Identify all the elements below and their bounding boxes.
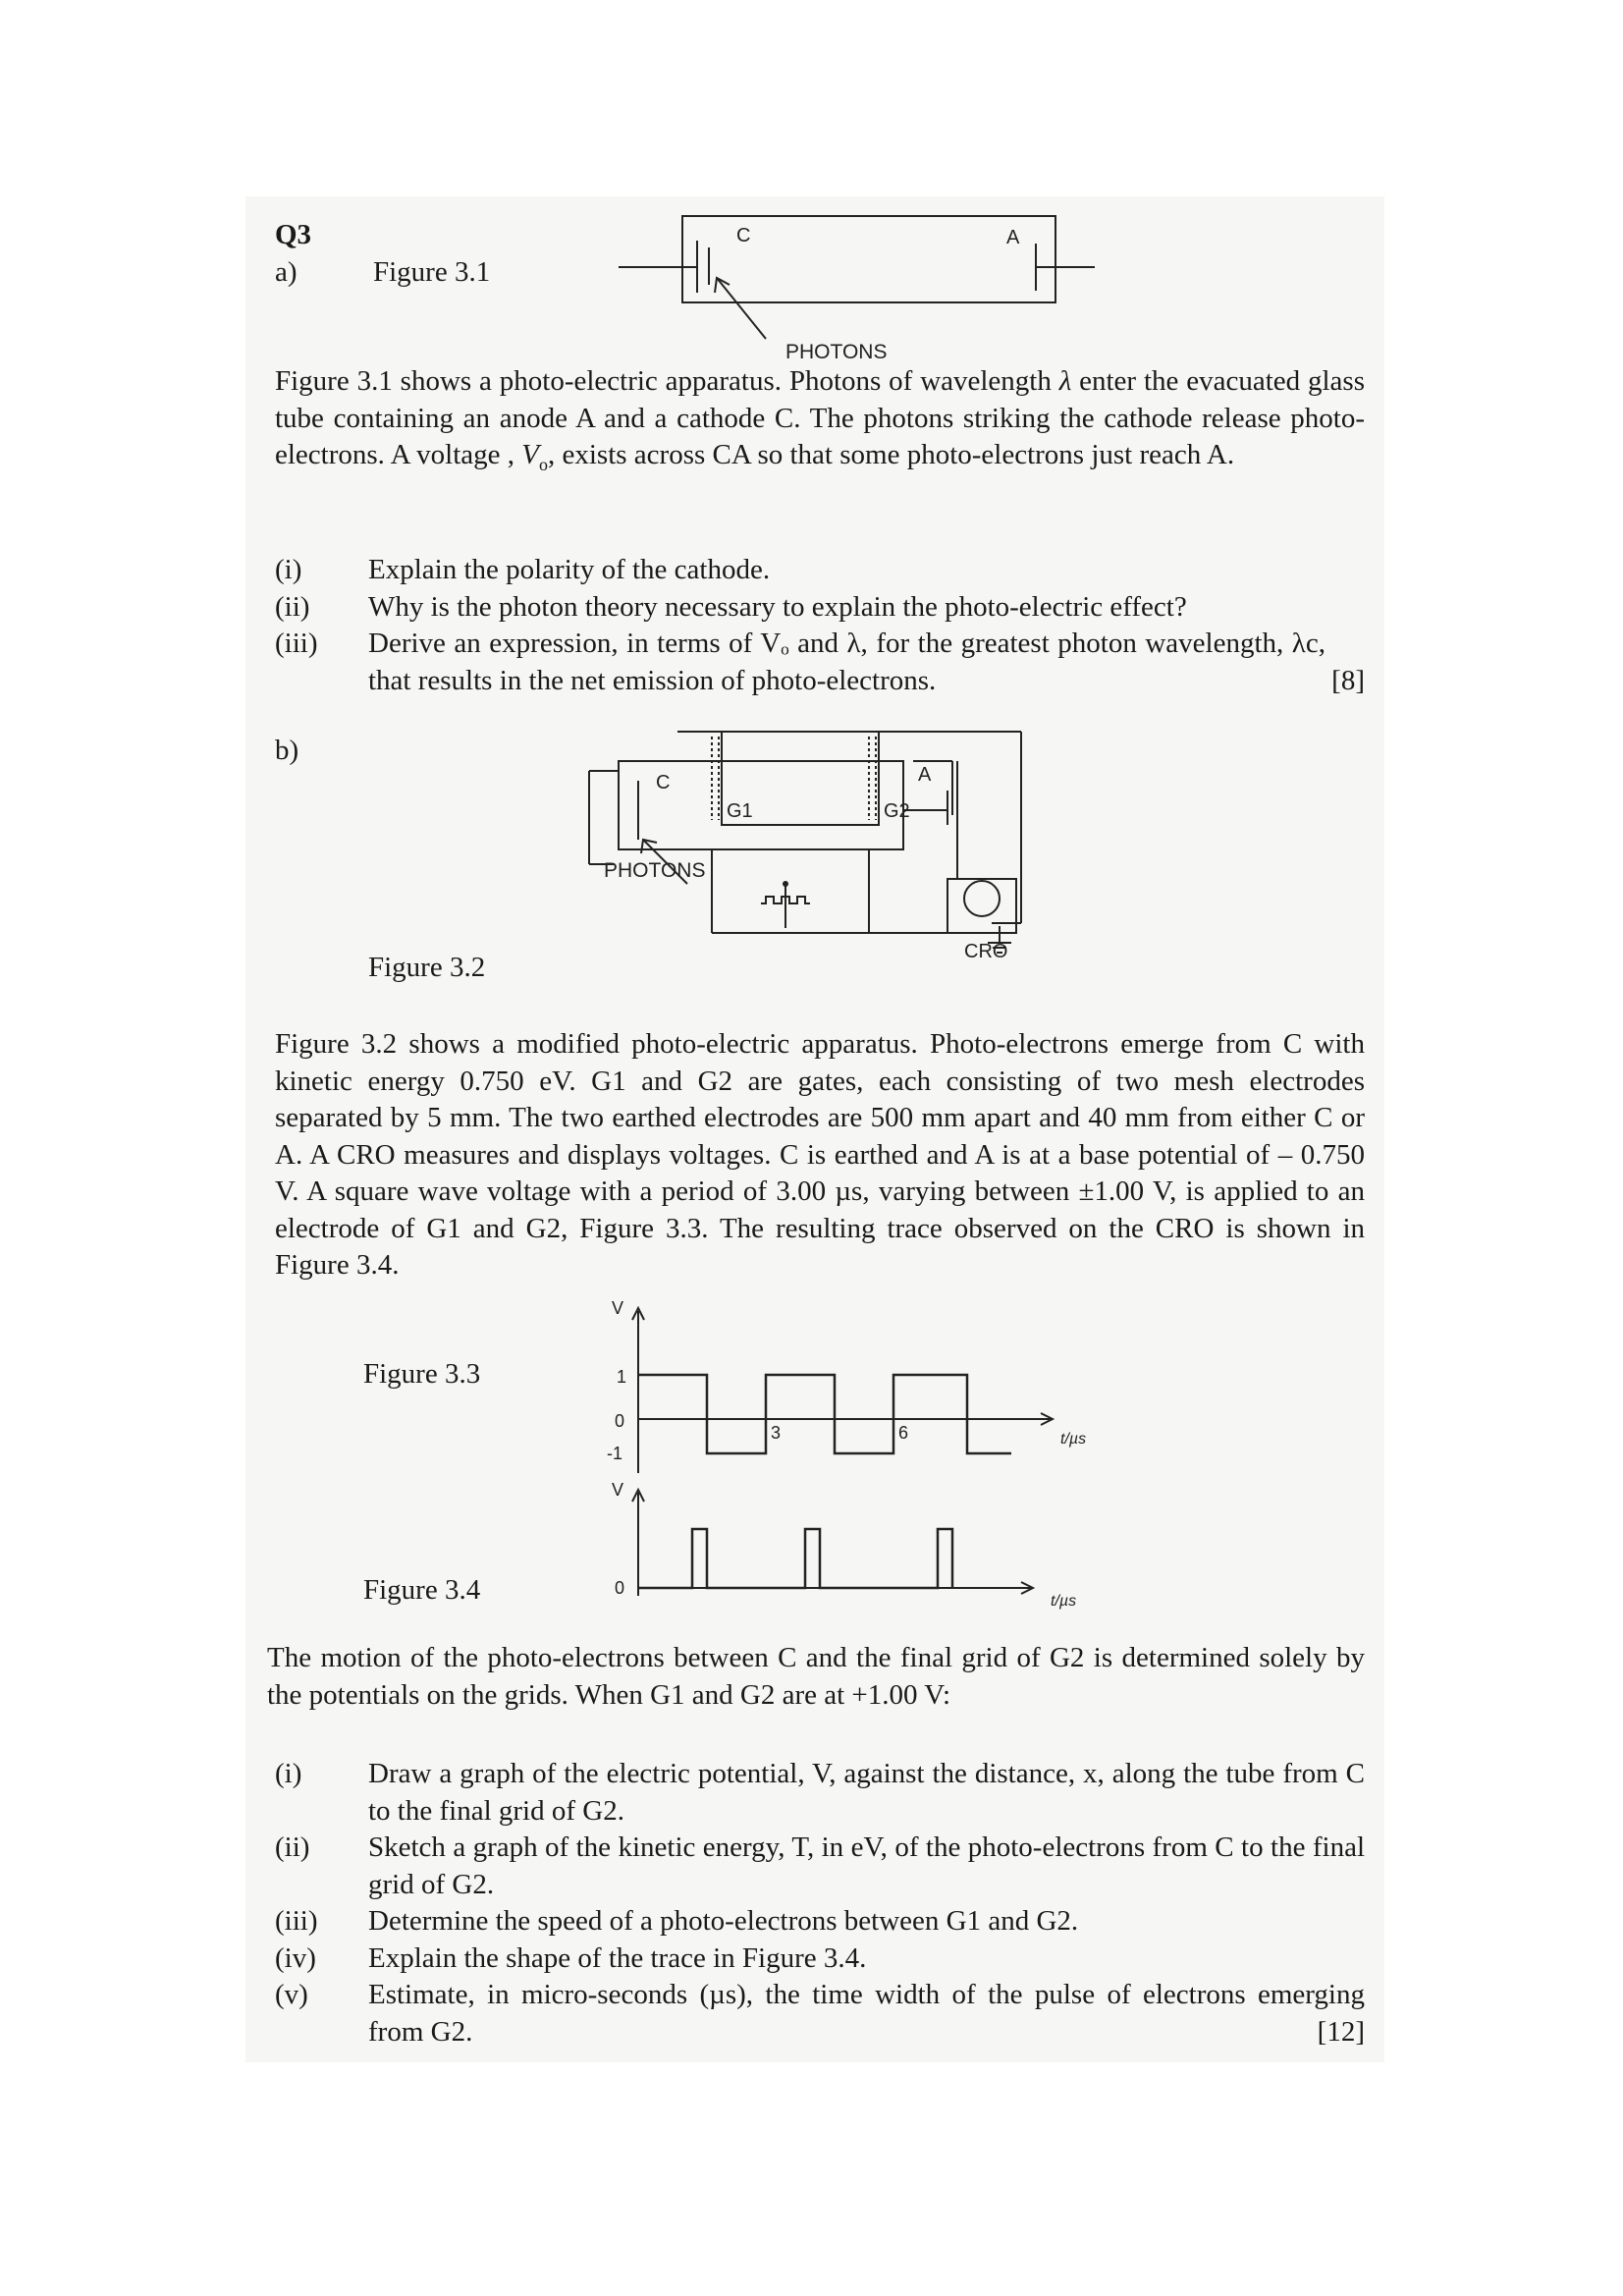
g1-label: G1 xyxy=(727,800,753,822)
question-number: Q3 xyxy=(275,219,312,250)
figure-3-1-diagram xyxy=(619,216,1020,363)
part-b-question-5: (v) Estimate, in micro-seconds (µs), the time width of the pulse of electrons emerging from G2. [12] xyxy=(275,1977,1365,2055)
figure-3-4-graph xyxy=(599,1478,1090,1611)
figure-3-4-caption: Figure 3.4 xyxy=(363,1574,481,1606)
cro-screen xyxy=(964,881,1000,916)
fig34-y-zero: 0 xyxy=(615,1578,625,1598)
cro-box xyxy=(947,879,1016,933)
exam-page: Q3 a) Figure 3.1 C A PHOTONS Figure 3.1 shows a photo-electric apparatus. Photons of wavelength λ enter the evacuated glass tube containing an anode A and a cathode C. The photons striking the cathode release photo-electrons. A voltage , $V_o$, exists across CA so that some photo-electrons just reach A. (i) Explain the polarity of the cathode. (ii) Why is the photon theory necessary to explain the photo-electric effect? (iii) Derive an expression, in terms of Vₒ and λ, for the greatest photon wavelength, λc, that results in the net emission of photo-electrons. [8] b) C A G1 G2 PHOTONS CRO Figure 3.2 Figure 3.2 shows a modified photo-electric apparatus. Photo-electrons emerge from C with kinetic energy 0.750 eV. G1 and G2 are gates, each consisting of two mesh electrodes separated by 5 mm. The two earthed electrodes are 500 mm apart and 40 mm from either C or A. A CRO measures and displays voltages. C is earthed and A is at a base potential of – 0.750 V. A square wave voltage with a period of 3.00 µs, varying between ±1.00 V, is applied to an electrode of G1 and G2, Figure 3.3. The resulting trace observed on the CRO is shown in Figure 3.4. Figure 3.3 V 1 0 -1 3 6 t/µs Figure 3.4 V 0 t/µs The motion of the photo-electrons between C and the final grid of G2 is determined solely by the potentials on the grids. When G1 and G2 are at +1.00 V: (i) Draw a graph of the electric potential, V, against the distance, x, along the tube from C to the final grid of G2. (ii) Sketch a graph of the kinetic energy, T, in eV, of the photo-electrons from C to the final grid of G2. (iii) Determine the speed of a photo-electrons between G1 and G2. (iv) Explain the shape of the trace in Figure 3.4. (v) Estimate, in micro-seconds (µs), the time width of the pulse of electrons emerging from G2. [12] xyxy=(245,196,1384,2062)
part-b-marks: [12] xyxy=(1317,2016,1365,2048)
g2-label: G2 xyxy=(884,800,910,822)
fig33-tick-3: 3 xyxy=(771,1423,782,1443)
part-a-question-3: (iii) Derive an expression, in terms of Vₒ and λ, for the greatest photon wavelength, λc, that results in the net emission of photo-electrons. [8] xyxy=(275,626,1365,704)
photon-arrow xyxy=(717,278,766,339)
fig33-y-zero: 0 xyxy=(615,1411,625,1431)
part-b-label: b) xyxy=(275,735,299,766)
cro-label: CRO xyxy=(964,941,1008,962)
fig34-x-label: t/µs xyxy=(1051,1593,1077,1610)
photons-label-2: PHOTONS xyxy=(604,859,706,882)
figure-3-1-caption: Figure 3.1 xyxy=(373,256,491,288)
part-a-label: a) xyxy=(275,256,298,288)
fig33-y-label: V xyxy=(612,1298,624,1318)
figure-3-3-caption: Figure 3.3 xyxy=(363,1358,481,1390)
figure-3-2-caption: Figure 3.2 xyxy=(368,952,486,983)
cathode-label-2: C xyxy=(656,772,671,793)
fig33-tick-6: 6 xyxy=(898,1423,909,1443)
photons-label: PHOTONS xyxy=(785,341,888,363)
anode-label: A xyxy=(1006,227,1020,248)
motion-paragraph: The motion of the photo-electrons between C and the final grid of G2 is determined solely by the potentials on the grids. When G1 and G2 are at +1.00 V: xyxy=(267,1642,1365,1711)
fig34-pulse-trace xyxy=(638,1529,952,1588)
cathode-label: C xyxy=(736,225,751,246)
fig34-y-label: V xyxy=(612,1480,624,1500)
part-b-intro: Figure 3.2 shows a modified photo-electric apparatus. Photo-electrons emerge from C with kinetic energy 0.750 eV. G1 and G2 are gates, each consisting of two mesh electrodes separated by 5 mm. The two earthed electrodes are 500 mm apart and 40 mm from either C or A. A CRO measures and displays voltages. C is earthed and A is at a base potential of – 0.750 V. A square wave voltage with a period of 3.00 µs, varying between ±1.00 V, is applied to an electrode of G1 and G2, Figure 3.3. The resulting trace observed on the CRO is shown in Figure 3.4. xyxy=(275,1028,1365,1281)
part-a-intro: Figure 3.1 shows a photo-electric apparatus. Photons of wavelength λ enter the evacuated glass tube containing an anode A and a cathode C. The photons striking the cathode release photo-electrons. A voltage , $V_o$, exists across CA so that some photo-electrons just reach A. xyxy=(275,365,1365,474)
anode-label-2: A xyxy=(918,764,932,786)
fig33-square-wave xyxy=(638,1375,1011,1453)
fig33-y-high: 1 xyxy=(617,1367,627,1387)
fig33-y-low: -1 xyxy=(607,1444,623,1463)
part-a-marks: [8] xyxy=(1331,665,1365,696)
fig33-x-label: t/µs xyxy=(1060,1431,1087,1448)
figure-3-3-graph xyxy=(599,1296,1090,1473)
figure-3-2-diagram xyxy=(560,732,1168,977)
